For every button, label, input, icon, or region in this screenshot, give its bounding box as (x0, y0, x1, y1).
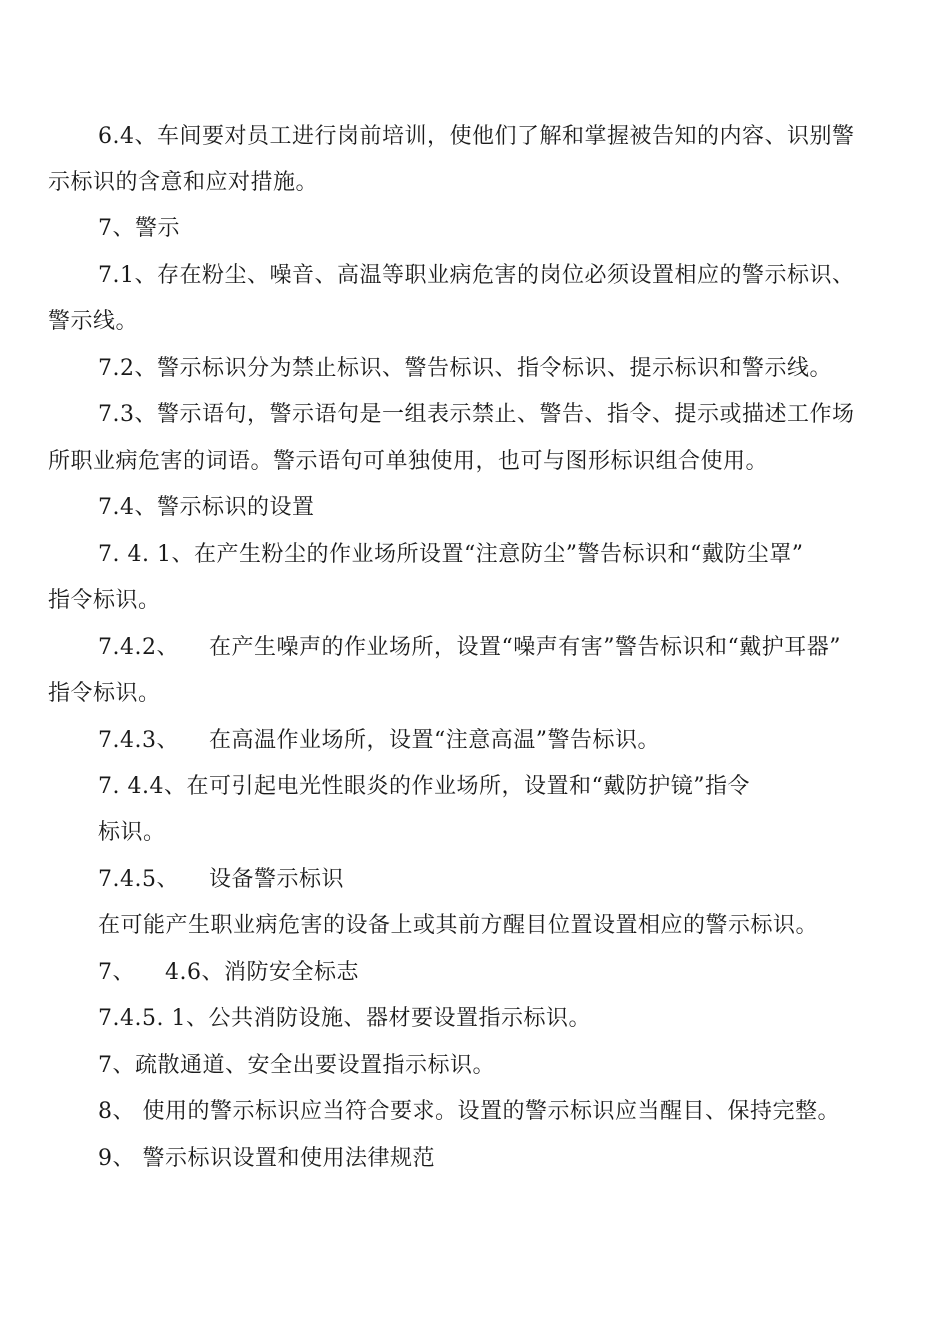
paragraph-7-4-5: 在可能产生职业病危害的设备上或其前方醒目位置设置相应的警示标识。 (98, 913, 819, 938)
paragraph-7-3-line-2: 所职业病危害的词语。警示语句可单独使用，也可与图形标识组合使用。 (48, 449, 769, 474)
paragraph-8: 8、 使用的警示标识应当符合要求。设置的警示标识应当醒目、保持完整。 (98, 1099, 840, 1124)
paragraph-7-4-4-line-1: 7. 4.4、在可引起电光性眼炎的作业场所，设置和“戴防护镜”指令 (98, 774, 750, 799)
paragraph-7-2: 7.2、警示标识分为禁止标识、警告标识、指令标识、提示标识和警示线。 (98, 356, 832, 381)
paragraph-7-4-1-line-1: 7. 4. 1、在产生粉尘的作业场所设置“注意防尘”警告标识和“戴防尘罩” (98, 542, 804, 567)
paragraph-6-4-line-1: 6.4、车间要对员工进行岗前培训，使他们了解和掌握被告知的内容、识别警 (98, 124, 855, 149)
paragraph-7-4-2-line-1: 7.4.2、 在产生噪声的作业场所，设置“噪声有害”警告标识和“戴护耳器” (98, 635, 841, 660)
paragraph-7-4-4-line-2: 标识。 (98, 820, 166, 845)
paragraph-7-3-line-1: 7.3、警示语句，警示语句是一组表示禁止、警告、指令、提示或描述工作场 (98, 402, 855, 427)
heading-7: 7、警示 (98, 216, 180, 241)
paragraph-7-4-3: 7.4.3、 在高温作业场所，设置“注意高温”警告标识。 (98, 728, 660, 753)
paragraph-7-1-line-1: 7.1、存在粉尘、噪音、高温等职业病危害的岗位必须设置相应的警示标识、 (98, 263, 855, 288)
paragraph-7-4-2-line-2: 指令标识。 (48, 681, 161, 706)
heading-7-4-6: 7、 4.6、消防安全标志 (98, 960, 359, 985)
heading-7-4: 7.4、警示标识的设置 (98, 495, 315, 520)
heading-9: 9、 警示标识设置和使用法律规范 (98, 1146, 435, 1171)
paragraph-7-evacuation: 7、疏散通道、安全出要设置指示标识。 (98, 1053, 495, 1078)
paragraph-7-1-line-2: 警示线。 (48, 309, 139, 334)
paragraph-6-4-line-2: 示标识的含意和应对措施。 (48, 170, 319, 195)
heading-7-4-5: 7.4.5、 设备警示标识 (98, 867, 344, 892)
paragraph-7-4-1-line-2: 指令标识。 (48, 588, 161, 613)
paragraph-7-4-5-1: 7.4.5. 1、公共消防设施、器材要设置指示标识。 (98, 1006, 591, 1031)
